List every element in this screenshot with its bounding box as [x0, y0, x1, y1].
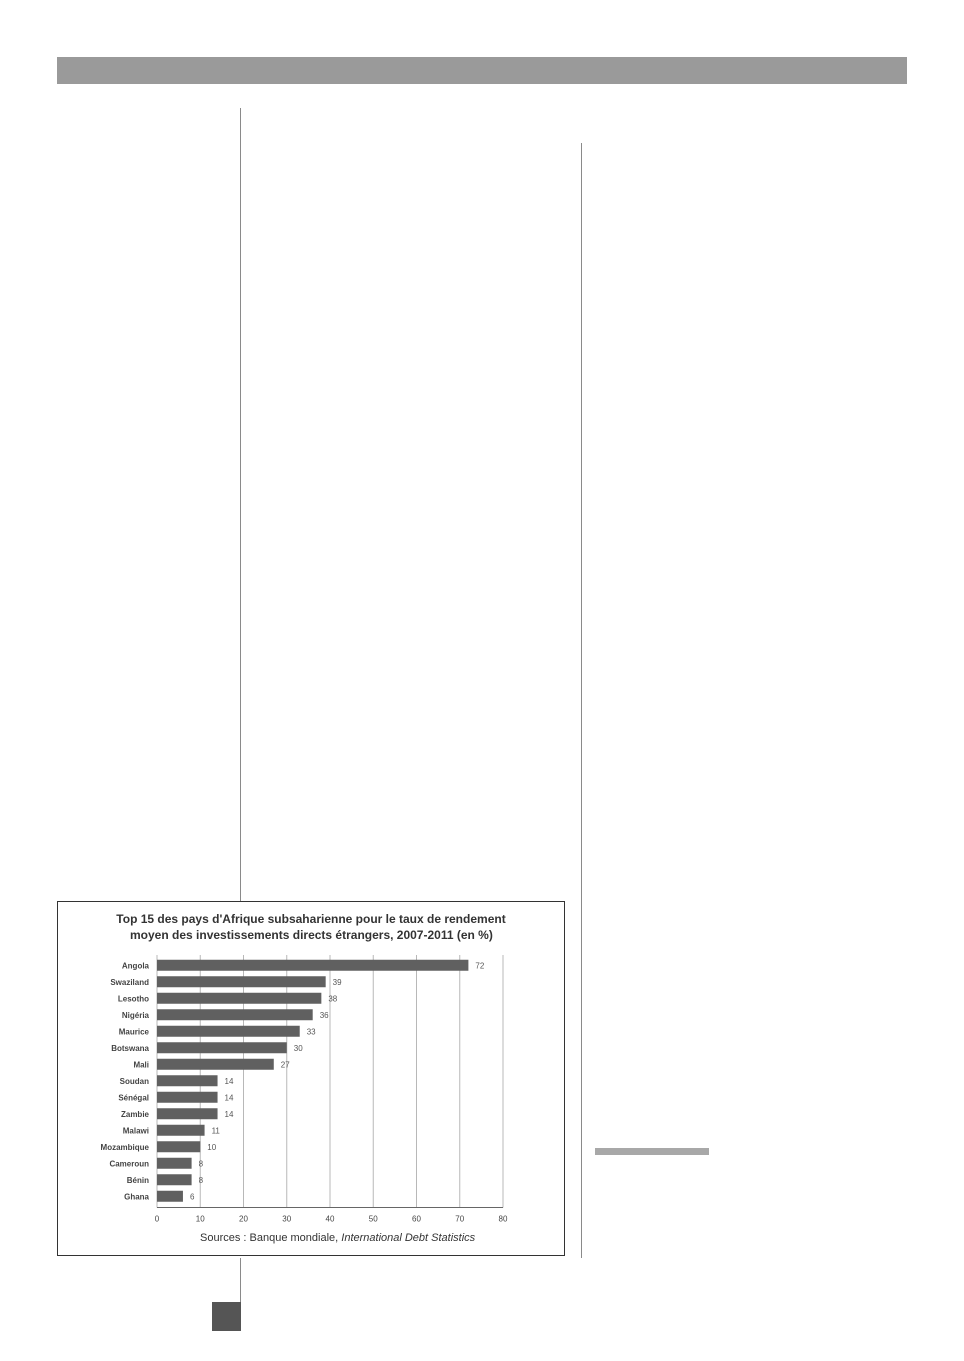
bar — [157, 1174, 192, 1185]
x-tick-label: 50 — [368, 1214, 378, 1224]
data-label: 10 — [207, 1142, 217, 1152]
x-tick-label: 40 — [325, 1214, 335, 1224]
x-tick-label: 60 — [412, 1214, 421, 1224]
data-label: 14 — [224, 1076, 234, 1086]
data-label: 36 — [319, 1010, 329, 1020]
bar — [157, 1042, 287, 1053]
category-label: Zambie — [120, 1109, 149, 1119]
x-tick-label: 20 — [239, 1214, 248, 1224]
category-label: Botswana — [111, 1043, 149, 1053]
category-label: Nigéria — [121, 1010, 149, 1020]
bar — [157, 1141, 200, 1152]
bar — [157, 1059, 274, 1070]
x-tick-label: 30 — [282, 1214, 292, 1224]
data-label: 27 — [280, 1060, 290, 1070]
bar — [157, 1158, 192, 1169]
x-tick-label: 80 — [498, 1214, 508, 1224]
category-label: Cameroun — [109, 1159, 149, 1169]
category-label: Swaziland — [110, 977, 149, 987]
data-label: 39 — [332, 977, 342, 987]
data-label: 8 — [198, 1175, 204, 1185]
x-tick-label: 70 — [455, 1214, 465, 1224]
category-label: Sénégal — [118, 1093, 149, 1103]
x-tick-label: 0 — [154, 1214, 160, 1224]
data-label: 14 — [224, 1093, 234, 1103]
column-divider-left-lower — [240, 1258, 241, 1303]
category-label: Mozambique — [100, 1142, 149, 1152]
category-label: Maurice — [118, 1027, 149, 1037]
data-label: 33 — [306, 1027, 316, 1037]
bar — [157, 1108, 218, 1119]
category-label: Bénin — [126, 1175, 149, 1185]
column-divider-right — [581, 143, 582, 1258]
category-label: Soudan — [119, 1076, 149, 1086]
bar — [157, 993, 321, 1004]
section-rule — [595, 1148, 709, 1155]
bar-chart — [58, 902, 566, 1257]
data-label: 8 — [198, 1159, 204, 1169]
x-tick-label: 10 — [195, 1214, 205, 1224]
bar — [157, 1191, 183, 1202]
data-label: 6 — [189, 1192, 195, 1202]
page-header-bar — [57, 57, 907, 84]
bar — [157, 1009, 313, 1020]
chart-source-prefix: Sources : Banque mondiale, — [200, 1232, 342, 1244]
category-label: Ghana — [124, 1192, 149, 1202]
chart-figure — [57, 901, 565, 1256]
bar — [157, 1075, 218, 1086]
bar — [157, 1092, 218, 1103]
bar — [157, 1125, 205, 1136]
chart-title-line-1: Top 15 des pays d'Afrique subsaharienne pour le taux de rendement — [116, 912, 506, 926]
data-label: 14 — [224, 1109, 234, 1119]
chart-source-italic: International Debt Statistics — [341, 1232, 476, 1244]
chart-source — [200, 1232, 475, 1244]
category-label: Mali — [133, 1060, 149, 1070]
data-label: 11 — [211, 1126, 220, 1136]
bar — [157, 1026, 300, 1037]
category-label: Lesotho — [117, 994, 149, 1004]
data-label: 38 — [328, 994, 338, 1004]
category-label: Angola — [121, 961, 149, 971]
column-divider-left — [240, 108, 241, 903]
data-label: 72 — [475, 961, 485, 971]
category-label: Malawi — [122, 1126, 149, 1136]
data-label: 30 — [293, 1043, 303, 1053]
chart-title-line-2: moyen des investissements directs étrangers, 2007-2011 (en %) — [130, 928, 493, 942]
bar — [157, 960, 468, 971]
bar — [157, 976, 326, 987]
page-number-box — [212, 1302, 241, 1331]
